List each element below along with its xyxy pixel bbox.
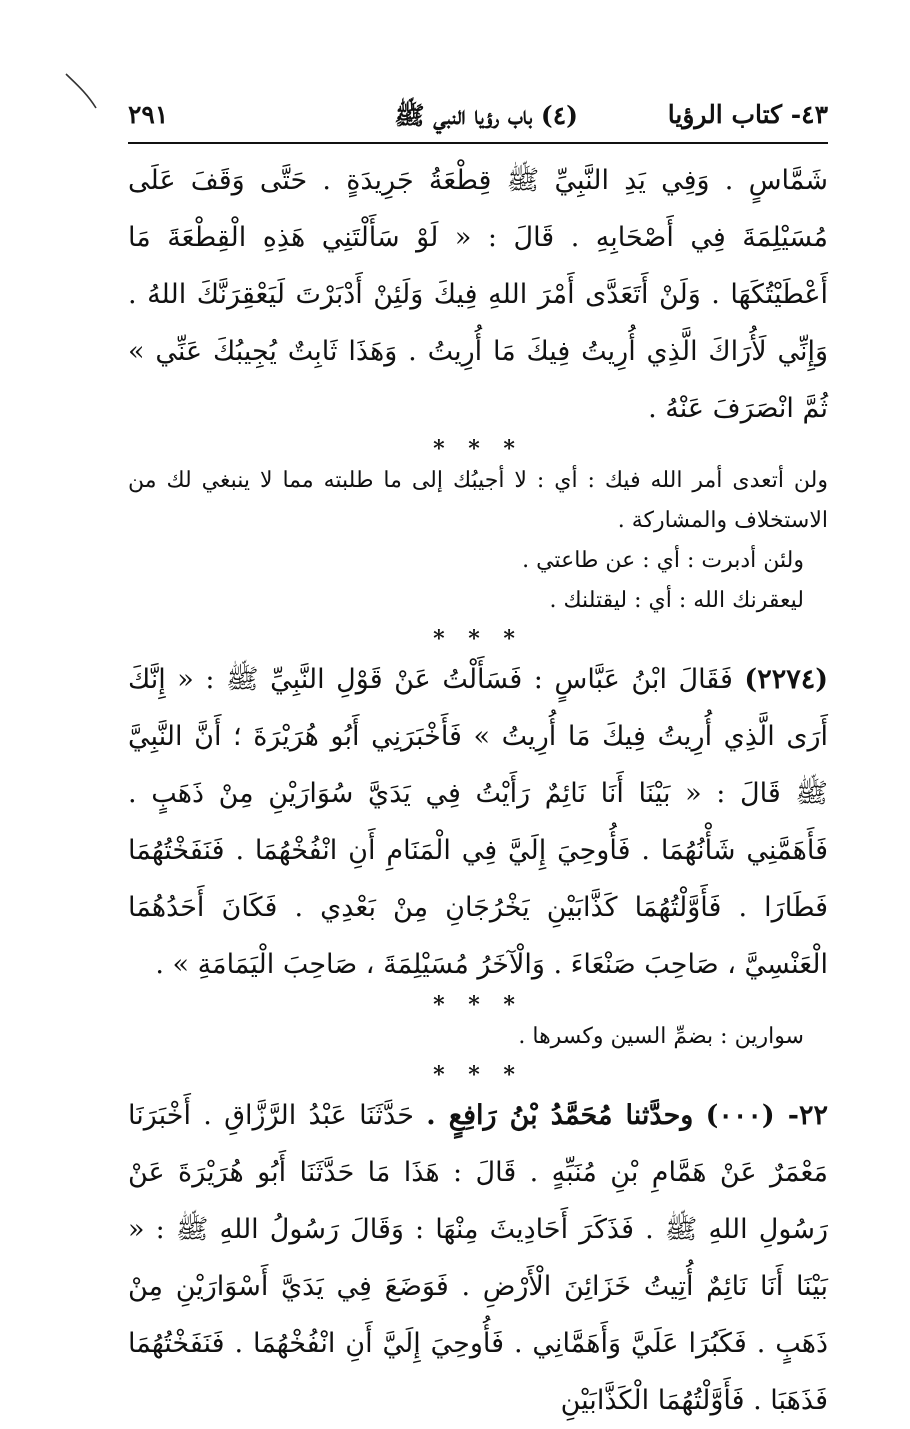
commentary-note: سوارين : بضمِّ السين وكسرها . xyxy=(518,1024,804,1049)
hadith-chain-lead: وحدَّثنا مُحَمَّدُ بْنُ رَافِعٍ . xyxy=(426,1100,694,1131)
page-body xyxy=(128,152,828,1429)
hadith-number: (٢٢٧٤) xyxy=(744,664,828,695)
section-separator: * * * xyxy=(433,992,523,1018)
hadith-2274 xyxy=(128,651,828,993)
hadith-text-continued: شَمَّاسٍ . وَفِي يَدِ النَّبِيِّ ﷺ قِطْعَةُ جَرِيدَةٍ . حَتَّى وَقَفَ عَلَى مُسَيْلِمَةَ فِي أَصْحَابِهِ . قَالَ : « لَوْ سَأَلْتَنِي هَذِهِ الْقِطْعَةَ مَا أَعْطَيْتُكَهَا . وَلَنْ أَتَعَدَّى أَمْرَ اللهِ فِيكَ وَلَئِنْ أَدْبَرْتَ لَيَعْقِرَنَّكَ اللهُ . وَإِنِّي لَأُرَاكَ الَّذِي أُرِيتُ فِيكَ مَا أُرِيتُ . وَهَذَا ثَابِتٌ يُجِيبُكَ عَنِّي » ثُمَّ انْصَرَفَ عَنْهُ . xyxy=(128,165,828,424)
hadith-number: ٢٢- (٠٠٠) xyxy=(705,1100,828,1131)
section-separator: * * * xyxy=(433,436,523,462)
section-separator: * * * xyxy=(433,1062,523,1088)
chapter-title: (٤) باب رؤيا النبي ﷺ xyxy=(394,101,578,130)
running-header xyxy=(128,100,828,140)
hadith-22 xyxy=(128,1087,828,1429)
commentary-note: ولن أتعدى أمر الله فيك : أي : لا أجيبُك إلى ما طلبته مما لا ينبغي لك من الاستخلاف والمشاركة . xyxy=(128,468,828,533)
hadith-text: حَدَّثَنَا عَبْدُ الرَّزَّاقِ . أَخْبَرَنَا مَعْمَرٌ عَنْ هَمَّامِ بْنِ مُنَبِّهٍ . قَالَ : هَذَا مَا حَدَّثَنَا أَبُو هُرَيْرَةَ عَنْ رَسُولِ اللهِ ﷺ . فَذَكَرَ أَحَادِيثَ مِنْهَا : وَقَالَ رَسُولُ اللهِ ﷺ : « بَيْنَا أَنَا نَائِمٌ أُتِيتُ خَزَائِنَ الْأَرْضِ . فَوَضَعَ فِي يَدَيَّ أَسْوَارَيْنِ مِنْ ذَهَبٍ . فَكَبُرَا عَلَيَّ وَأَهَمَّانِي . فَأُوحِيَ إِلَيَّ أَنِ انْفُخْهُمَا . فَنَفَخْتُهُمَا فَذَهَبَا . فَأَوَّلْتُهُمَا الْكَذَّابَيْنِ xyxy=(128,1100,828,1416)
hadith-text: فَقَالَ ابْنُ عَبَّاسٍ : فَسَأَلْتُ عَنْ قَوْلِ النَّبِيِّ ﷺ : « إِنَّكَ أَرَى الَّذِي أُرِيتُ فِيكَ مَا أُرِيتُ » فَأَخْبَرَنِي أَبُو هُرَيْرَةَ ؛ أَنَّ النَّبِيَّ ﷺ قَالَ : « بَيْنَا أَنَا نَائِمٌ رَأَيْتُ فِي يَدَيَّ سُوَارَيْنِ مِنْ ذَهَبٍ . فَأَهَمَّنِي شَأْنُهُمَا . فَأُوحِيَ إِلَيَّ فِي الْمَنَامِ أَنِ انْفُخْهُمَا . فَنَفَخْتُهُمَا فَطَارَا . فَأَوَّلْتُهُمَا كَذَّابَيْنِ يَخْرُجَانِ مِنْ بَعْدِي . فَكَانَ أَحَدُهُمَا الْعَنْسِيَّ ، صَاحِبَ صَنْعَاءَ . وَالْآخَرُ مُسَيْلِمَةَ ، صَاحِبَ الْيَمَامَةِ » . xyxy=(128,664,828,980)
commentary-note: ولئن أدبرت : أي : عن طاعتي . xyxy=(522,548,804,573)
scan-mark xyxy=(64,72,100,112)
book-title: ٤٣- كتاب الرؤيا xyxy=(667,100,828,129)
section-separator: * * * xyxy=(433,626,523,652)
page-number: ٢٩١ xyxy=(128,100,169,129)
commentary-note: ليعقرنك الله : أي : ليقتلنك . xyxy=(549,588,804,613)
header-rule xyxy=(128,142,828,144)
